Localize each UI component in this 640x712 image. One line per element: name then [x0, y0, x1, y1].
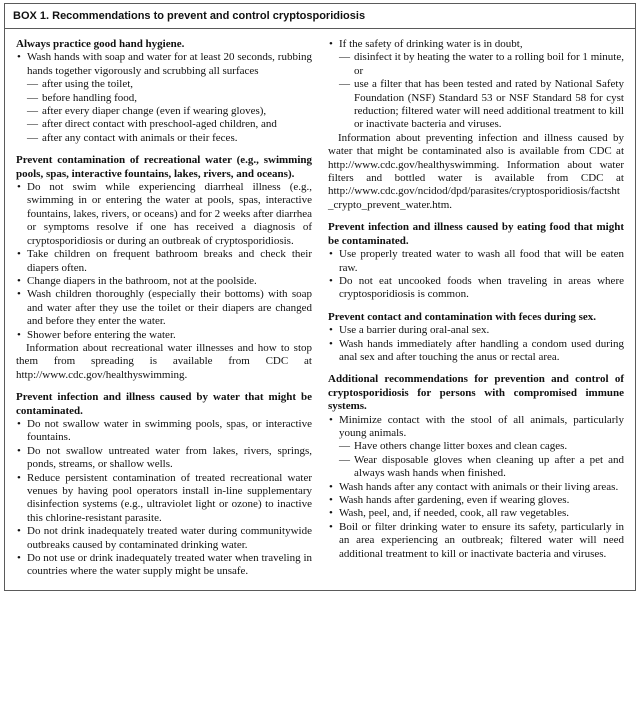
bullet-item [328, 414, 624, 441]
item-text: Wash, peel, and, if needed, cook, all raw vegetables. [339, 507, 570, 520]
dash-marker-icon: — [27, 105, 38, 118]
recommendations-box [4, 3, 636, 591]
dash-marker-icon: — [27, 118, 38, 131]
column-right [328, 38, 624, 579]
item-text: Do not eat uncooked foods when traveling in areas where cryptosporidiosis is common. [339, 274, 624, 301]
bullet-marker-icon: • [17, 51, 21, 64]
dash-item [16, 118, 312, 131]
item-text: Do not drink inadequately treated water during communitywide outbreaks caused by contaminated drinking water. [27, 525, 312, 551]
item-text: disinfect it by heating the water to a rolling boil for 1 minute, or [354, 51, 624, 77]
bullet-item [328, 494, 624, 507]
bullet-item [16, 329, 312, 342]
item-text: Wash children thoroughly (especially their bottoms) with soap and water after they use the toilet or their diapers are changed and before they enter the water. [27, 288, 312, 328]
dash-item [16, 132, 312, 145]
dash-marker-icon: — [339, 78, 350, 91]
bullet-marker-icon: • [329, 480, 333, 493]
box-title: BOX 1. Recommendations to prevent and control cryptosporidiosis [5, 4, 635, 29]
section-heading: Prevent contact and contamination with feces during sex. [328, 310, 597, 323]
bullet-item [328, 481, 624, 494]
dash-item [328, 78, 624, 132]
item-text: Do not swim while experiencing diarrheal illness (e.g., swimming in or entering the water at pools, spas, interactive fountains, lakes, rivers, or oceans) and for 2 weeks after diarrhea or symptoms resolve if one has received a diagnosis of cryptosporidiosis or during an outbreak of cryptosporidiosis. [27, 181, 312, 247]
dash-marker-icon: — [339, 453, 350, 466]
bullet-marker-icon: • [329, 248, 333, 261]
dash-item [16, 78, 312, 91]
bullet-item [16, 248, 312, 275]
dash-item [16, 105, 312, 118]
note-text: Information about preventing infection and illness caused by water that might be contaminated also is available from CDC at http://www.cdc.gov/healthyswimming. Information about water filters and bottled water is available from CDC at http://www.cdc.gov/ncidod/dpd/parasites/cryptosporidiosis/factsht_crypto_prevent_water.htm. [328, 131, 624, 211]
bullet-marker-icon: • [329, 413, 333, 426]
bullet-item [16, 181, 312, 248]
item-text: Wash hands immediately after handling a condom used during anal sex and after touching the anus or rectal area. [339, 337, 624, 363]
dash-marker-icon: — [27, 78, 38, 91]
item-text: Wash hands with soap and water for at least 20 seconds, rubbing hands together vigorously and scrubbing all surfaces [27, 51, 312, 77]
item-text: after any contact with animals or their feces. [42, 131, 238, 144]
bullet-item [16, 51, 312, 78]
item-text: Have others change litter boxes and clean cages. [354, 440, 568, 453]
bullet-marker-icon: • [17, 552, 21, 565]
item-text: after every diaper change (even if wearing gloves), [42, 105, 267, 118]
bullet-item [328, 248, 624, 275]
bullet-marker-icon: • [329, 38, 333, 50]
item-text: Wash hands after any contact with animals or their living areas. [339, 480, 619, 493]
item-text: Do not swallow water in swimming pools, spas, or interactive fountains. [27, 417, 312, 444]
bullet-item [16, 525, 312, 552]
item-text: Wear disposable gloves when cleaning up after a pet and always wash hands when finished. [354, 453, 624, 480]
section-heading: Prevent contamination of recreational water (e.g., swimming pools, spas, interactive fountains, lakes, rivers, and oceans). [16, 154, 312, 180]
item-text: Take children on frequent bathroom breaks and check their diapers often. [27, 248, 312, 274]
item-text: Do not swallow untreated water from lakes, rivers, springs, ponds, streams, or shallow wells. [27, 444, 312, 471]
dash-marker-icon: — [339, 440, 350, 453]
item-text: after using the toilet, [42, 78, 134, 91]
note-text: Information about recreational water illnesses and how to stop them from spreading is available from CDC at http://www.cdc.gov/healthyswimming. [16, 341, 312, 381]
section-heading: Prevent infection and illness caused by eating food that might be contaminated. [328, 221, 624, 247]
bullet-item [328, 521, 624, 561]
bullet-item [16, 275, 312, 288]
bullet-marker-icon: • [17, 471, 21, 484]
bullet-item [16, 445, 312, 472]
section [328, 38, 624, 212]
dash-marker-icon: — [339, 51, 350, 64]
section [328, 373, 624, 561]
dash-marker-icon: — [27, 131, 38, 144]
bullet-marker-icon: • [17, 288, 21, 301]
item-text: after direct contact with preschool-aged children, and [42, 118, 277, 131]
section-heading: Always practice good hand hygiene. [16, 38, 185, 50]
bullet-marker-icon: • [17, 525, 21, 538]
item-text: Wash hands after gardening, even if wearing gloves. [339, 494, 570, 506]
item-text: Minimize contact with the stool of all animals, particularly young animals. [339, 413, 624, 439]
item-text: If the safety of drinking water is in doubt, [339, 38, 523, 50]
section [328, 221, 624, 301]
item-text: Reduce persistent contamination of treated recreational water venues by having pool operators install in-line supplementary disinfection systems (e.g., ultraviolet light or ozone) to inactive this chlorine-resistant parasite. [27, 471, 312, 524]
bullet-marker-icon: • [17, 417, 21, 430]
item-text: Use a barrier during oral-anal sex. [339, 324, 490, 337]
item-text: Do not use or drink inadequately treated water when traveling in countries where the water supply might be unsafe. [27, 552, 312, 578]
bullet-marker-icon: • [329, 494, 333, 506]
section [16, 38, 312, 145]
bullet-item [16, 552, 312, 579]
item-text: use a filter that has been tested and rated by National Safety Foundation (NSF) Standard 53 or NSF Standard 58 for cyst reduction; filtered water will need additional treatment to kill or inactivate bacteria and viruses. [354, 78, 624, 131]
bullet-marker-icon: • [17, 274, 21, 287]
bullet-item [16, 472, 312, 526]
dash-item [16, 92, 312, 105]
bullet-marker-icon: • [329, 520, 333, 533]
item-text: Use properly treated water to wash all food that will be eaten raw. [339, 248, 624, 274]
bullet-item [328, 507, 624, 520]
bullet-marker-icon: • [329, 507, 333, 520]
column-left [16, 38, 312, 579]
dash-item [328, 51, 624, 78]
bullet-marker-icon: • [17, 444, 21, 457]
bullet-marker-icon: • [329, 274, 333, 287]
item-text: before handling food, [42, 91, 137, 104]
bullet-marker-icon: • [329, 337, 333, 350]
section [16, 391, 312, 579]
box-body [5, 29, 635, 590]
bullet-marker-icon: • [17, 248, 21, 261]
item-text: Boil or filter drinking water to ensure its safety, particularly in an area experiencing an outbreak; filtered water will need additional treatment to kill or inactivate bacteria and viruses. [339, 520, 624, 560]
dash-item [328, 440, 624, 453]
bullet-marker-icon: • [17, 328, 21, 341]
dash-marker-icon: — [27, 91, 38, 104]
bullet-marker-icon: • [17, 181, 21, 194]
bullet-item [328, 275, 624, 302]
item-text: Shower before entering the water. [27, 328, 176, 341]
item-text: Change diapers in the bathroom, not at the poolside. [27, 274, 257, 287]
bullet-item [328, 38, 624, 51]
bullet-marker-icon: • [329, 324, 333, 337]
section [328, 311, 624, 365]
section-heading: Additional recommendations for prevention and control of cryptosporidiosis for persons with compromised immune systems. [328, 373, 624, 413]
dash-item [328, 454, 624, 481]
bullet-item [328, 338, 624, 365]
section [16, 154, 312, 382]
bullet-item [16, 418, 312, 445]
section-heading: Prevent infection and illness caused by water that might be contaminated. [16, 391, 312, 417]
bullet-item [16, 288, 312, 328]
bullet-item [328, 324, 624, 337]
